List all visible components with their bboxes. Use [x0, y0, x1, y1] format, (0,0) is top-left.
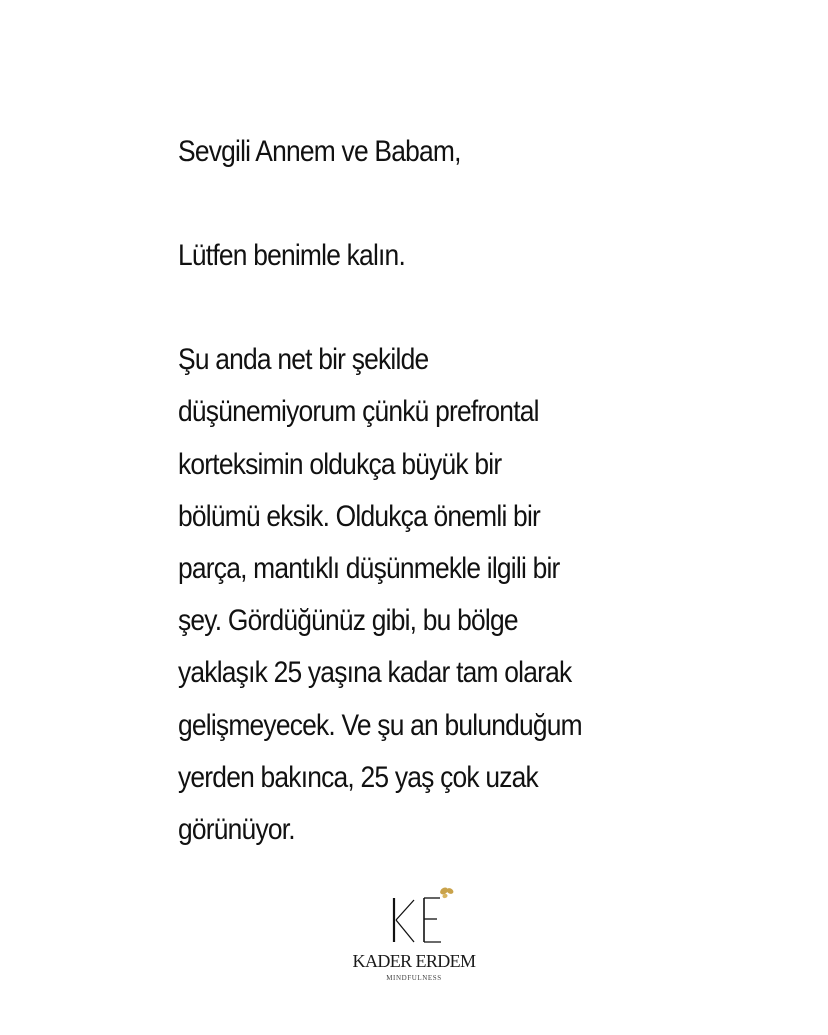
paragraph-spacer: [178, 282, 648, 334]
body-line: Şu anda net bir şekilde: [178, 343, 429, 377]
body-line: parça, mantıklı düşünmekle ilgili bir: [178, 552, 560, 586]
brand-name: KADER ERDEM: [352, 951, 476, 971]
body-line: şey. Gördüğünüz gibi, bu bölge: [178, 604, 518, 638]
body-line: yerden bakınca, 25 yaş çok uzak: [178, 760, 538, 794]
body-line: korteksimin oldukça büyük bir: [178, 447, 502, 481]
letter-greeting: Sevgili Annem ve Babam,: [178, 135, 461, 168]
letter-request: Lütfen benimle kalın.: [178, 239, 405, 272]
body-line: bölümü eksik. Oldukça önemli bir: [178, 499, 541, 533]
ke-monogram-logo: [384, 884, 454, 946]
body-line: gelişmeyecek. Ve şu an bulunduğum: [178, 708, 582, 742]
brand-tagline: MINDFULNESS: [386, 974, 442, 982]
brand-logo: [336, 884, 492, 994]
paragraph-spacer: [178, 178, 648, 230]
body-line: yaklaşık 25 yaşına kadar tam olarak: [178, 656, 572, 690]
body-line: düşünemiyorum çünkü prefrontal: [178, 395, 539, 429]
letter-text: [178, 126, 648, 856]
butterfly-icon: [439, 886, 454, 899]
body-line: görünüyor.: [178, 813, 295, 847]
